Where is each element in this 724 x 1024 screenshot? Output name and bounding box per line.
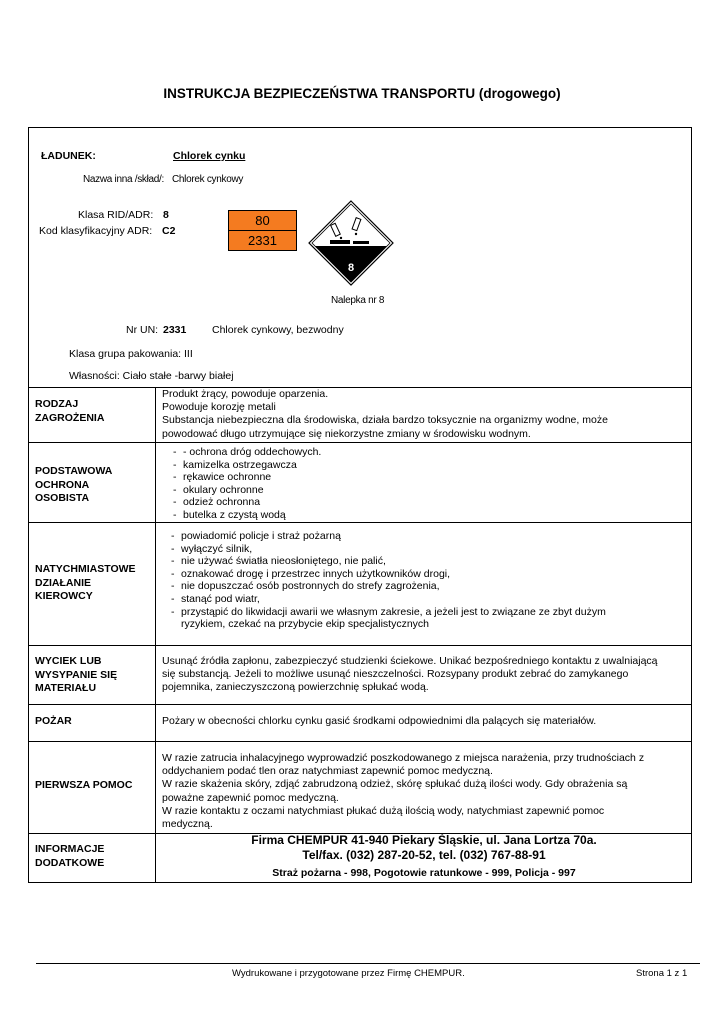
properties: Własności: Ciało stałe -barwy białej [69, 370, 234, 382]
list-item: - nie używać światła nieosłoniętego, nie palić, [171, 555, 686, 568]
hazards-label: RODZAJ ZAGROŻENIA [35, 398, 105, 424]
class-value: 8 [163, 209, 169, 221]
list-item: - stanąć pod wiatr, [171, 593, 686, 606]
firm-phone: Tel/fax. (032) 287-20-52, tel. (032) 767-88-91 [302, 848, 546, 862]
divider [28, 442, 692, 443]
footer-divider [36, 963, 700, 964]
diamond-class-number: 8 [347, 262, 355, 274]
driver-actions-label: NATYCHMIASTOWE DZIAŁANIE KIEROWCY [35, 563, 136, 602]
list-item: - rękawice ochronne [173, 471, 321, 484]
info-label: INFORMACJE DODATKOWE [35, 843, 105, 869]
first-aid-text: W razie zatrucia inhalacyjnego wyprowadzić poszkodowanego z miejsca narażenia, przy trudnościach z oddychaniem podać tlen oraz natychmiast zapewnić pomoc medyczną. W razie skażenia skóry, zdjąć zabrudzoną odzież, skórę spłukać dużą ilości wody. Gdy obrażenia są poważne zapewnić pomoc medyczną. W razie kontaktu z oczami natychmiast płukać dużą ilością wody, natychmiast zapewnić pomoc medyczną. [162, 752, 645, 831]
document-title: INSTRUKCJA BEZPIECZEŃSTWA TRANSPORTU (drogowego) [163, 86, 561, 101]
cargo-label: ŁADUNEK: [41, 150, 96, 162]
hazards-text: Produkt żrący, powoduje oparzenia. Powoduje korozję metali Substancja niebezpieczna dla środowiska, działa bardzo toksycznie na organizmy wodne, może powodować długo utrzymujące się niekorzystne zmiany w środowisku wodnym. [162, 388, 608, 440]
divider [28, 741, 692, 742]
list-item: - przystąpić do likwidacji awarii we własnym zakresie, a jeżeli jest to związane ze zbyt dużym [171, 606, 686, 619]
divider [28, 645, 692, 646]
hazard-plate-number: 80 [228, 210, 297, 231]
list-item: - oznakować drogę i przestrzec innych użytkowników drogi, [171, 568, 686, 581]
protection-label: PODSTAWOWA OCHRONA OSOBISTA [35, 465, 113, 504]
un-name: Chlorek cynkowy, bezwodny [212, 324, 344, 336]
un-value: 2331 [163, 324, 187, 336]
firm-address: Firma CHEMPUR 41-940 Piekary Śląskie, ul. Jana Lortza 70a. [251, 833, 597, 847]
footer-page: Strona 1 z 1 [636, 968, 688, 979]
list-item: - nie dopuszczać osób postronnych do strefy zagrożenia, [171, 580, 686, 593]
first-aid-label: PIERWSZA POMOC [35, 779, 133, 791]
class-label: Klasa RID/ADR: [78, 209, 154, 221]
fire-label: POŻAR [35, 715, 72, 727]
list-item: - wyłączyć silnik, [171, 543, 686, 556]
divider [28, 704, 692, 705]
other-name-value: Chlorek cynkowy [172, 174, 244, 185]
list-item: - butelka z czystą wodą [173, 509, 321, 522]
list-item: - - ochrona dróg oddechowych. [173, 446, 321, 459]
code-value: C2 [162, 225, 176, 237]
spill-label: WYCIEK LUB WYSYPANIE SIĘ MATERIAŁU [35, 655, 118, 694]
label-caption: Nalepka nr 8 [331, 295, 385, 306]
list-item: - odzież ochronna [173, 496, 321, 509]
other-name-label: Nazwa inna /skład/: [83, 174, 165, 185]
column-divider [155, 387, 156, 883]
emergency-numbers: Straż pożarna - 998, Pogotowie ratunkowe - 999, Policja - 997 [272, 867, 576, 879]
un-plate-number: 2331 [228, 230, 297, 251]
code-label: Kod klasyfikacyjny ADR: [39, 225, 153, 237]
list-item: - powiadomić policje i straż pożarną [171, 530, 686, 543]
un-label: Nr UN: [126, 324, 159, 336]
protection-list [173, 446, 321, 522]
divider [28, 522, 692, 523]
corrosive-diamond-icon [308, 200, 394, 286]
list-item: - okulary ochronne [173, 484, 321, 497]
driver-actions-list [171, 530, 686, 631]
packing-group: Klasa grupa pakowania: III [69, 348, 193, 360]
list-item: ryzykiem, czekać na przybycie ekip specjalistycznych [181, 618, 430, 631]
fire-text: Pożary w obecności chlorku cynku gasić środkami odpowiednimi dla palących się materiałów. [162, 715, 597, 727]
cargo-value: Chlorek cynku [173, 150, 246, 162]
list-item: - kamizelka ostrzegawcza [173, 459, 321, 472]
spill-text: Usunąć źródła zapłonu, zabezpieczyć studzienki ściekowe. Unikać bezpośredniego kontaktu z uwalniającą się substancją. Jeżeli to możliwe usunąć nieszczelności. Rozsypany produkt zebrać do zamykanego pojemnika, zanieczyszczoną powierzchnię spłukać wodą. [162, 655, 658, 694]
footer-prepared: Wydrukowane i przygotowane przez Firmę CHEMPUR. [232, 968, 465, 979]
